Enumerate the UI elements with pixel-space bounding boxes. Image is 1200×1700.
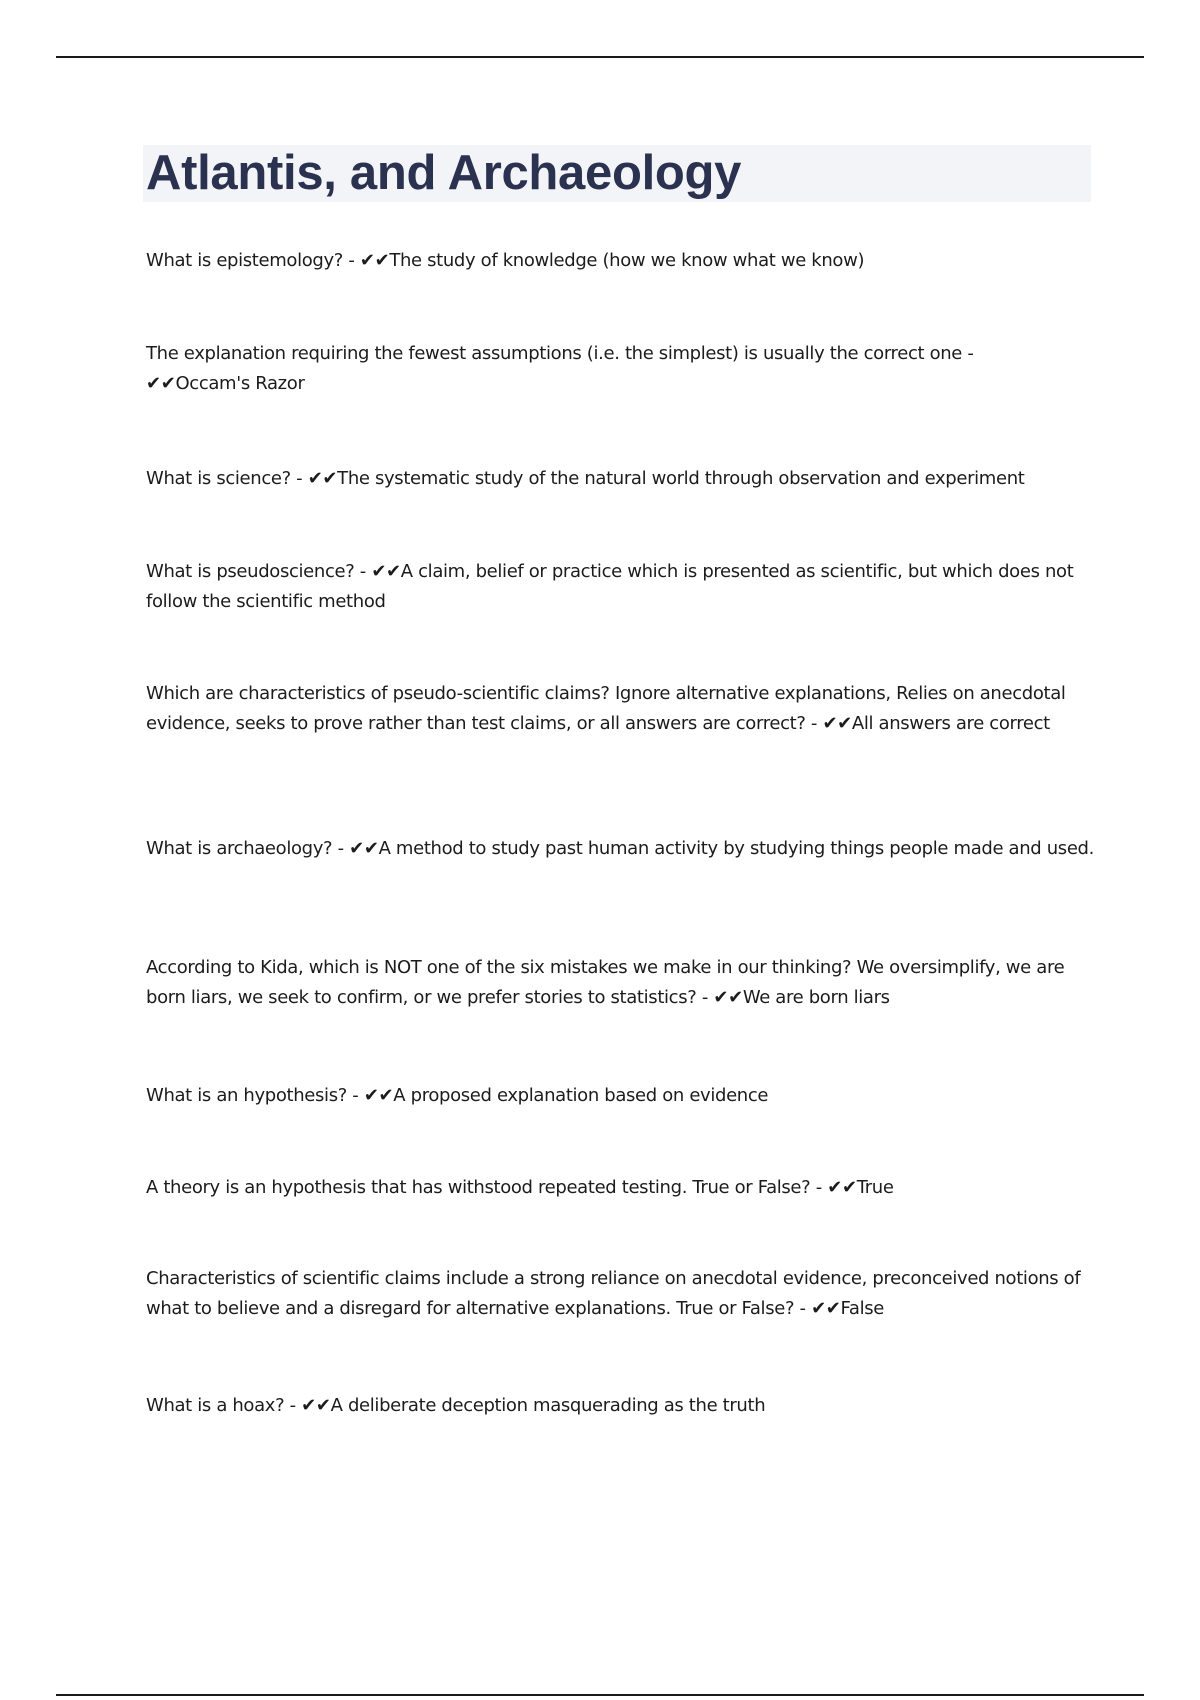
qa-item bbox=[146, 339, 1096, 399]
separator: - bbox=[962, 343, 974, 364]
question-text: The explanation requiring the fewest assumptions (i.e. the simplest) is usually the correct one bbox=[146, 343, 963, 364]
double-check-icon: ✔✔ bbox=[827, 1177, 857, 1198]
question-text: What is an hypothesis? bbox=[146, 1085, 347, 1106]
qa-item bbox=[146, 557, 1096, 617]
separator: - bbox=[284, 1395, 302, 1416]
qa-item bbox=[146, 1391, 1096, 1421]
answer-text: A proposed explanation based on evidence bbox=[393, 1085, 769, 1106]
question-text: What is science? bbox=[146, 468, 291, 489]
answer-text: A deliberate deception masquerading as the truth bbox=[330, 1395, 766, 1416]
separator: - bbox=[290, 468, 308, 489]
answer-text: Occam's Razor bbox=[175, 373, 305, 394]
page-title: Atlantis, and Archaeology bbox=[146, 146, 742, 200]
qa-item bbox=[146, 464, 1096, 494]
qa-item bbox=[146, 1081, 1096, 1111]
top-rule bbox=[56, 56, 1144, 58]
separator: - bbox=[332, 838, 350, 859]
double-check-icon: ✔✔ bbox=[307, 468, 338, 489]
question-text: What is archaeology? bbox=[146, 838, 333, 859]
qa-item bbox=[146, 679, 1096, 739]
answer-text: The study of knowledge (how we know what we know) bbox=[389, 250, 865, 271]
answer-text: A claim, belief or practice which is presented as scientific, but which does not follow the scientific method bbox=[146, 561, 1074, 612]
double-check-icon: ✔✔ bbox=[349, 838, 379, 859]
question-text: What is pseudoscience? bbox=[146, 561, 355, 582]
answer-text: The systematic study of the natural world through observation and experiment bbox=[337, 468, 1025, 489]
answer-text: True bbox=[856, 1177, 894, 1198]
double-check-icon: ✔✔ bbox=[363, 1085, 394, 1106]
question-text: According to Kida, which is NOT one of the six mistakes we make in our thinking? We oversimplify, we are born liars, we seek to confirm, or we prefer stories to statistics? bbox=[146, 957, 1065, 1008]
double-check-icon: ✔✔ bbox=[146, 373, 176, 394]
qa-item bbox=[146, 1264, 1096, 1324]
qa-item bbox=[146, 246, 1096, 276]
qa-item bbox=[146, 834, 1096, 864]
bottom-rule bbox=[56, 1694, 1144, 1696]
double-check-icon: ✔✔ bbox=[811, 1298, 841, 1319]
separator: - bbox=[810, 1177, 828, 1198]
separator: - bbox=[696, 987, 714, 1008]
answer-text: We are born liars bbox=[742, 987, 890, 1008]
double-check-icon: ✔✔ bbox=[371, 561, 401, 582]
question-text: What is a hoax? bbox=[146, 1395, 285, 1416]
qa-item bbox=[146, 1173, 1096, 1203]
double-check-icon: ✔✔ bbox=[713, 987, 743, 1008]
qa-item bbox=[146, 953, 1096, 1013]
question-text: Characteristics of scientific claims include a strong reliance on anecdotal evidence, preconceived notions of what to believe and a disregard for alternative explanations. True or False? bbox=[146, 1268, 1081, 1319]
separator: - bbox=[805, 713, 823, 734]
question-text: Which are characteristics of pseudo-scientific claims? Ignore alternative explanations, Relies on anecdotal evidence, seeks to prove rather than test claims, or all answers are correct? bbox=[146, 683, 1066, 734]
answer-text: A method to study past human activity by studying things people made and used. bbox=[378, 838, 1094, 859]
double-check-icon: ✔✔ bbox=[301, 1395, 331, 1416]
separator: - bbox=[794, 1298, 812, 1319]
separator: - bbox=[346, 1085, 364, 1106]
double-check-icon: ✔✔ bbox=[359, 250, 390, 271]
question-text: A theory is an hypothesis that has withstood repeated testing. True or False? bbox=[146, 1177, 811, 1198]
question-text: What is epistemology? bbox=[146, 250, 343, 271]
answer-text: All answers are correct bbox=[851, 713, 1050, 734]
double-check-icon: ✔✔ bbox=[822, 713, 852, 734]
separator: - bbox=[354, 561, 372, 582]
separator: - bbox=[342, 250, 360, 271]
answer-text: False bbox=[840, 1298, 884, 1319]
